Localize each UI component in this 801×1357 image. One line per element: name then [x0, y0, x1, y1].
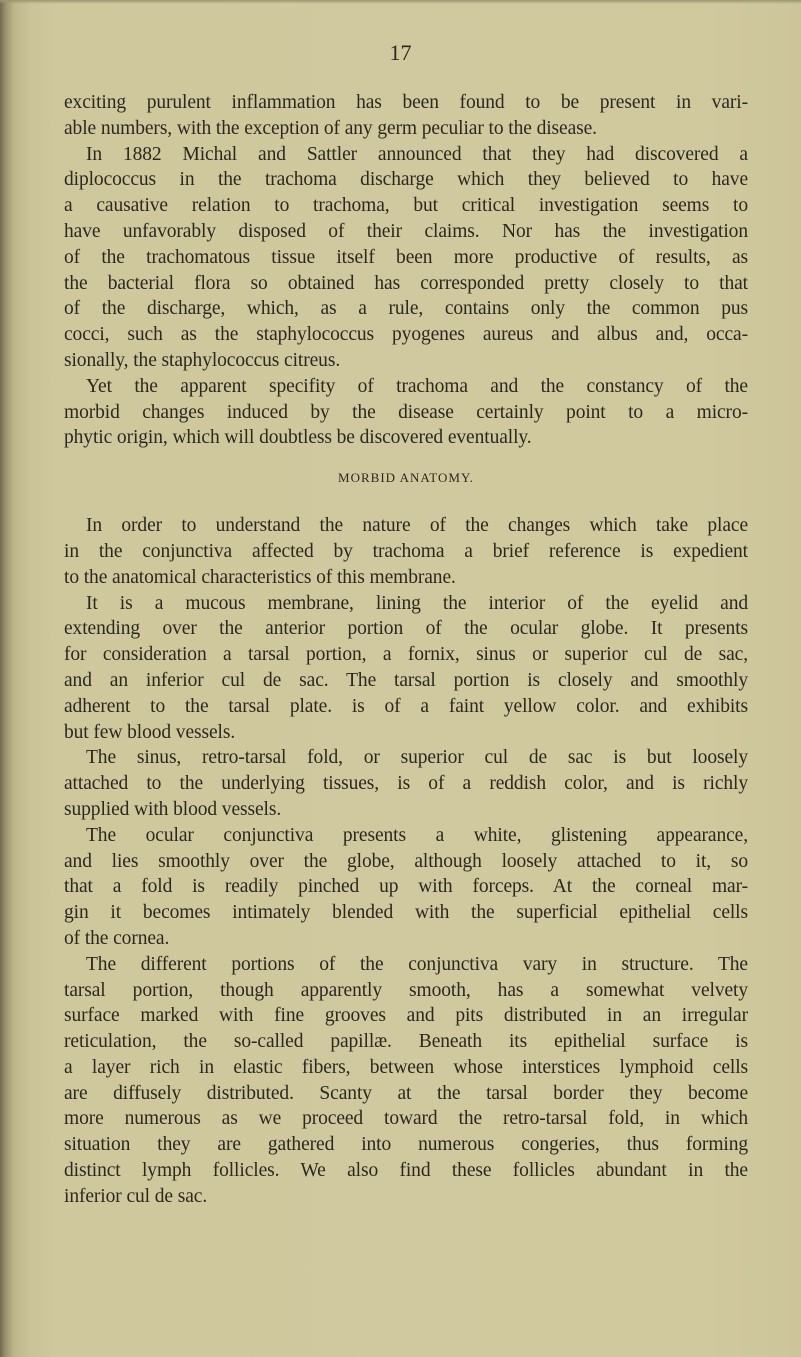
text-line: are diffusely distributed. Scanty at the tarsal border they become: [64, 1082, 748, 1104]
paragraph: [64, 142, 748, 374]
text-line: gin it becomes intimately blended with the superficial epithelial cells: [64, 902, 748, 924]
text-before-heading: [64, 90, 748, 451]
text-line: a layer rich in elastic fibers, between whose interstices lymphoid cells: [64, 1056, 748, 1078]
text-line: tarsal portion, though apparently smooth, has a somewhat velvety: [64, 979, 748, 1001]
paragraph: [64, 513, 748, 590]
text-line: more numerous as we proceed toward the retro-tarsal fold, in which: [64, 1108, 748, 1130]
text-line: morbid changes induced by the disease certainly point to a micro-: [64, 401, 748, 423]
text-line: adherent to the tarsal plate. is of a faint yellow color. and exhibits: [64, 695, 748, 717]
section-heading: MORBID ANATOMY.: [338, 470, 474, 486]
body-text: [64, 90, 748, 1210]
text-line: The sinus, retro-tarsal fold, or superior cul de sac is but loosely: [86, 747, 748, 769]
text-line: in the conjunctiva affected by trachoma a brief reference is expedient: [64, 540, 748, 562]
text-line: supplied with blood vessels.: [64, 798, 282, 820]
text-line: distinct lymph follicles. We also find these follicles abundant in the: [64, 1160, 748, 1182]
page-edge: [0, 0, 801, 4]
text-line: of the cornea.: [64, 927, 170, 949]
text-line: extending over the anterior portion of the ocular globe. It presents: [64, 618, 748, 640]
text-line: a causative relation to trachoma, but critical investigation seems to: [64, 195, 748, 217]
text-line: the bacterial flora so obtained has corresponded pretty closely to that: [64, 272, 748, 294]
text-line: able numbers, with the exception of any germ peculiar to the disease.: [64, 117, 597, 139]
paragraph: [64, 952, 748, 1210]
text-line: In order to understand the nature of the changes which take place: [86, 515, 748, 537]
text-line: situation they are gathered into numerous congeries, thus forming: [64, 1134, 748, 1156]
page-number: 17: [389, 40, 412, 65]
text-line: reticulation, the so-called papillæ. Beneath its epithelial surface is: [64, 1031, 748, 1053]
text-line: of the discharge, which, as a rule, contains only the common pus: [64, 298, 748, 320]
text-line: phytic origin, which will doubtless be discovered eventually.: [64, 427, 532, 449]
text-line: sionally, the staphylococcus citreus.: [64, 349, 341, 371]
paragraph: [64, 823, 748, 952]
text-line: exciting purulent inflammation has been found to be present in vari-: [64, 92, 748, 113]
text-after-heading: [64, 513, 748, 1210]
text-line: The ocular conjunctiva presents a white, glistening appearance,: [86, 824, 748, 846]
text-line: have unfavorably disposed of their claims. Nor has the investigation: [64, 220, 748, 242]
text-line: to the anatomical characteristics of this membrane.: [64, 566, 456, 588]
text-line: In 1882 Michal and Sattler announced that they had discovered a: [86, 143, 748, 165]
text-line: that a fold is readily pinched up with forceps. At the corneal mar-: [64, 876, 748, 898]
text-line: cocci, such as the staphylococcus pyogenes aureus and albus and, occa-: [64, 324, 748, 346]
text-line: for consideration a tarsal portion, a fornix, sinus or superior cul de sac,: [64, 644, 748, 666]
text-line: and an inferior cul de sac. The tarsal portion is closely and smoothly: [64, 669, 748, 691]
text-line: The different portions of the conjunctiva vary in structure. The: [86, 953, 748, 975]
text-line: of the trachomatous tissue itself been more productive of results, as: [64, 246, 748, 268]
text-line: diplococcus in the trachoma discharge which they believed to have: [64, 169, 748, 191]
text-line: and lies smoothly over the globe, although loosely attached to it, so: [64, 850, 748, 872]
text-line: inferior cul de sac.: [64, 1185, 208, 1207]
paragraph: [64, 374, 748, 451]
paragraph: [64, 90, 748, 142]
text-line: Yet the apparent specifity of trachoma and the constancy of the: [86, 375, 748, 397]
paragraph: [64, 745, 748, 822]
text-line: attached to the underlying tissues, is of a reddish color, and is richly: [64, 773, 748, 795]
text-line: surface marked with fine grooves and pits distributed in an irregular: [64, 1005, 748, 1027]
paragraph: [64, 591, 748, 746]
text-line: It is a mucous membrane, lining the interior of the eyelid and: [86, 592, 748, 614]
text-line: but few blood vessels.: [64, 721, 236, 743]
